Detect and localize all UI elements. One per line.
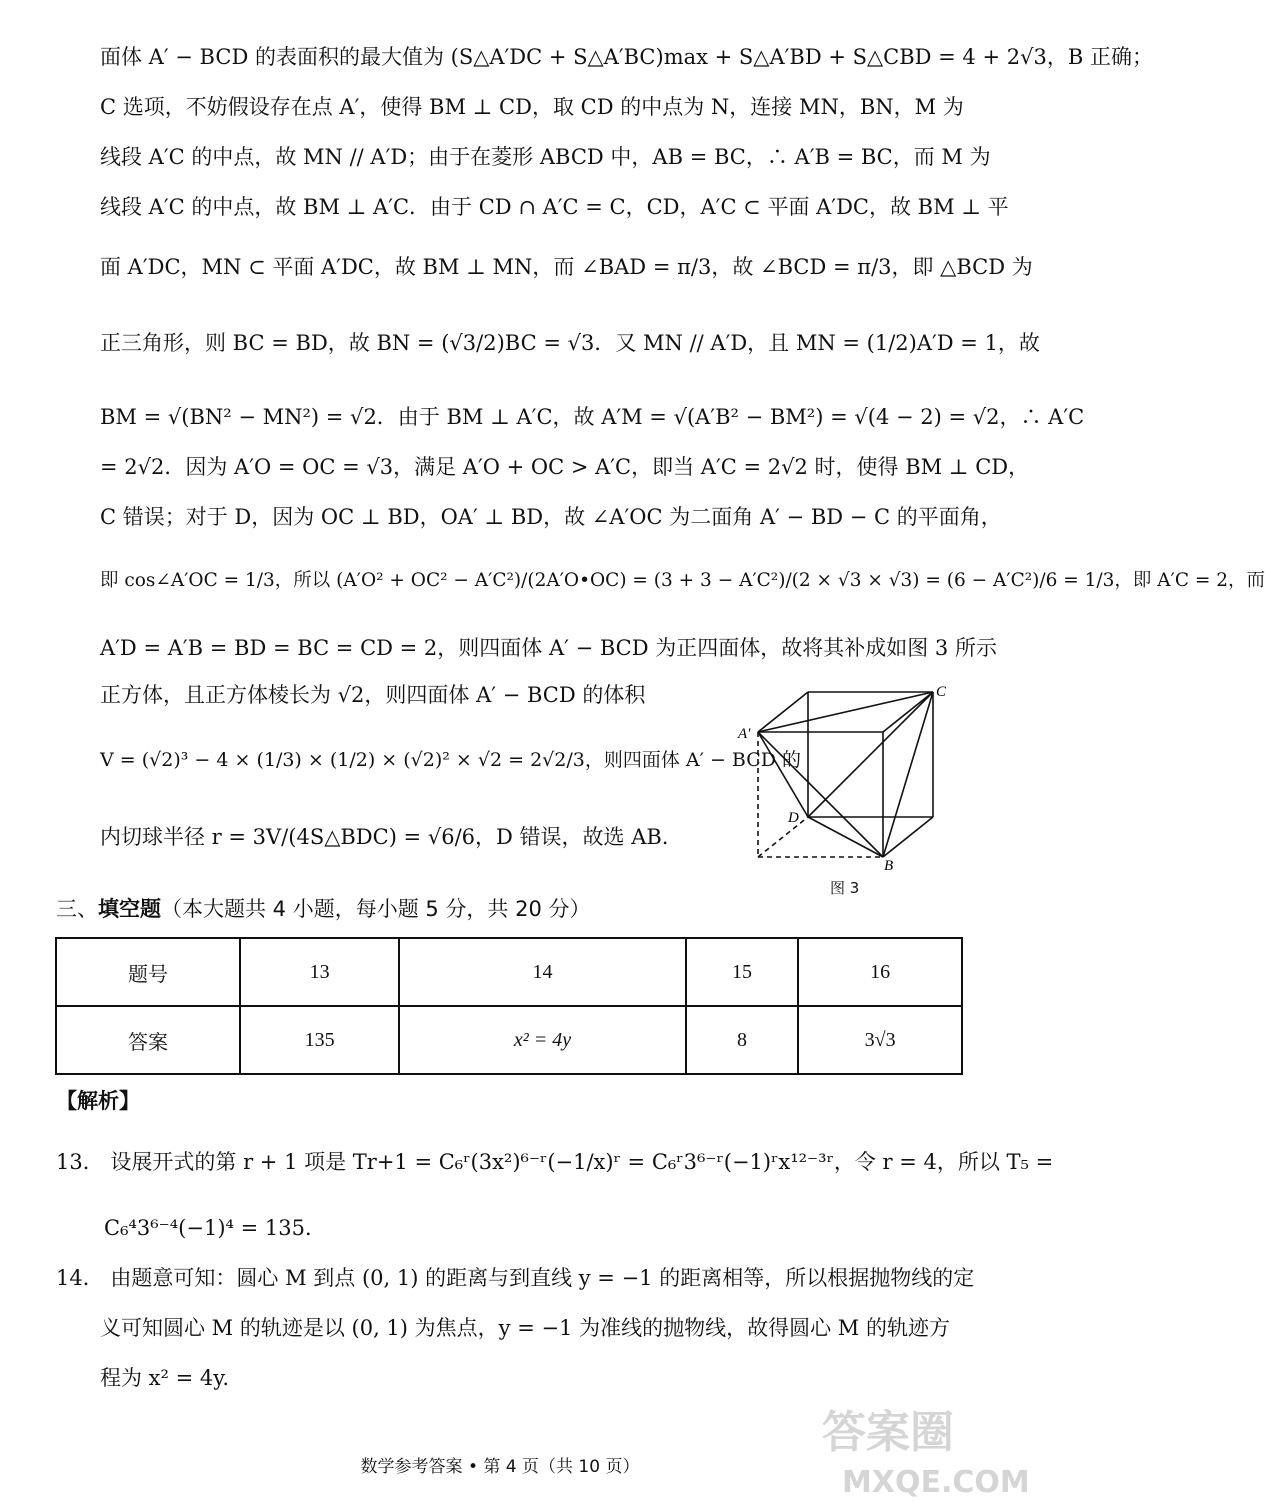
text-line-5: 面 A′DC，MN ⊂ 平面 A′DC，故 BM ⊥ MN，而 ∠BAD = π/3，故 ∠BCD = π/3，即 △BCD 为	[100, 255, 1033, 279]
text-line-14: 内切球半径 r = 3V/(4S△BDC) = √6/6，D 错误，故选 AB.	[100, 825, 669, 849]
svg-text:MXQE.COM: MXQE.COM	[842, 1465, 1030, 1500]
watermark-logo	[812, 1392, 1030, 1502]
text-line-12: 正方体，且正方体棱长为 √2，则四面体 A′ − BCD 的体积	[100, 683, 646, 707]
label-a-prime: A′	[738, 726, 751, 742]
q13-number: 13．	[56, 1150, 104, 1174]
text-line-10: 即 cos∠A′OC = 1/3，所以 (A′O² + OC² − A′C²)/(2A′O•OC) = (3 + 3 − A′C²)/(2 × √3 × √3) = (6 − A′C²)/6 = 1/3，即 A′C = 2，而	[100, 570, 1265, 591]
label-b: B	[884, 858, 894, 874]
question-number-14: 14	[399, 938, 686, 1006]
analysis-heading: 【解析】	[56, 1089, 140, 1113]
q14-line-3: 程为 x² = 4y.	[100, 1366, 229, 1390]
figure-caption: 图 3	[830, 879, 860, 897]
q13-line-1	[56, 1147, 1053, 1177]
section-title: 填空题	[98, 897, 161, 921]
answer-16: 3√3	[798, 1006, 962, 1074]
label-c: C	[936, 684, 947, 700]
table-row	[56, 1006, 962, 1074]
cube-figure	[738, 682, 953, 872]
section-heading	[56, 893, 591, 923]
page-footer: 数学参考答案 • 第 4 页（共 10 页）	[360, 1457, 640, 1477]
text-line-8: = 2√2．因为 A′O = OC = √3，满足 A′O + OC > A′C，即当 A′C = 2√2 时，使得 BM ⊥ CD，	[100, 455, 1030, 479]
text-line-9: C 错误；对于 D，因为 OC ⊥ BD，OA′ ⊥ BD，故 ∠A′OC 为二面角 A′ − BD − C 的平面角，	[100, 505, 1002, 529]
text-line-1: 面体 A′ − BCD 的表面积的最大值为 (S△A′DC + S△A′BC)max + S△A′BD + S△CBD = 4 + 2√3，B 正确；	[100, 45, 1153, 69]
text-line-6: 正三角形，则 BC = BD，故 BN = (√3/2)BC = √3．又 MN // A′D，且 MN = (1/2)A′D = 1，故	[100, 331, 1040, 355]
question-number-13: 13	[240, 938, 399, 1006]
text-line-2: C 选项，不妨假设存在点 A′，使得 BM ⊥ CD，取 CD 的中点为 N，连接 MN，BN，M 为	[100, 95, 964, 119]
table-row	[56, 938, 962, 1006]
answer-table	[55, 937, 963, 1075]
text-line-13: V = (√2)³ − 4 × (1/3) × (1/2) × (√2)² × √2 = 2√2/3，则四面体 A′ − BCD 的	[100, 749, 802, 771]
text-line-3: 线段 A′C 的中点，故 MN // A′D；由于在菱形 ABCD 中，AB = BC，∴ A′B = BC，而 M 为	[100, 145, 991, 169]
text-line-11: A′D = A′B = BD = BC = CD = 2，则四面体 A′ − BCD 为正四面体，故将其补成如图 3 所示	[100, 636, 997, 660]
text-line-4: 线段 A′C 的中点，故 BM ⊥ A′C．由于 CD ∩ A′C = C，CD，A′C ⊂ 平面 A′DC，故 BM ⊥ 平	[100, 195, 1009, 219]
answer-15: 8	[686, 1006, 798, 1074]
section-number: 三、	[56, 897, 98, 921]
question-number-16: 16	[798, 938, 962, 1006]
q13-line-2: C₆⁴3⁶⁻⁴(−1)⁴ = 135．	[104, 1216, 326, 1240]
q14-line-2: 义可知圆心 M 的轨迹是以 (0, 1) 为焦点，y = −1 为准线的抛物线，故得圆心 M 的轨迹方	[100, 1316, 950, 1340]
row-header-answer: 答案	[56, 1006, 240, 1074]
label-d: D	[788, 810, 799, 826]
row-header-number: 题号	[56, 938, 240, 1006]
q14-number: 14．	[56, 1266, 104, 1290]
answer-13: 135	[240, 1006, 399, 1074]
q13-text-1: 设展开式的第 r + 1 项是 Tr+1 = C₆ʳ(3x²)⁶⁻ʳ(−1/x)ʳ = C₆ʳ3⁶⁻ʳ(−1)ʳx¹²⁻³ʳ，令 r = 4，所以 T₅ =	[110, 1150, 1054, 1174]
text-line-7: BM = √(BN² − MN²) = √2．由于 BM ⊥ A′C，故 A′M = √(A′B² − BM²) = √(4 − 2) = √2，∴ A′C	[100, 405, 1085, 429]
q14-text-1: 由题意可知：圆心 M 到点 (0, 1) 的距离与到直线 y = −1 的距离相等，所以根据抛物线的定	[110, 1266, 975, 1290]
section-note: （本大题共 4 小题，每小题 5 分，共 20 分）	[161, 897, 591, 921]
question-number-15: 15	[686, 938, 798, 1006]
q14-line-1	[56, 1263, 974, 1293]
answer-14: x² = 4y	[399, 1006, 686, 1074]
svg-text:答案圈: 答案圈	[822, 1407, 954, 1458]
